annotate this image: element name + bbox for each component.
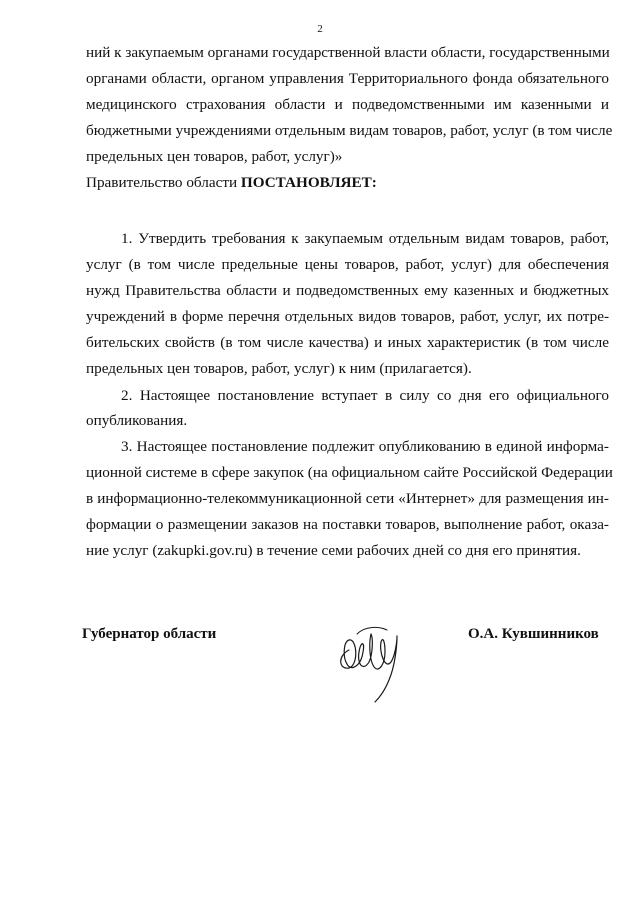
item1-line-4: учреждений в форме перечня отдельных видов товаров, работ, услуг, их потре- — [86, 308, 609, 325]
preamble-line-2: органами области, органом управления Территориального фонда обязательного — [86, 70, 609, 87]
item2-line-1: 2. Настоящее постановление вступает в силу со дня его официального — [121, 387, 609, 404]
page-number: 2 — [317, 23, 323, 35]
resolution-prefix: Правительство области — [86, 174, 241, 191]
item3-line-5: ние услуг (zakupki.gov.ru) в течение семи рабочих дней со дня его принятия. — [86, 542, 581, 559]
item1-line-6: предельных цен товаров, работ, услуг) к ним (прилагается). — [86, 360, 472, 377]
signatory-title: Губернатор области — [82, 626, 217, 642]
signatory-name: О.А. Кувшинников — [468, 626, 599, 642]
item3-line-3: в информационно-телекоммуникационной сети «Интернет» для размещения ин- — [86, 490, 609, 507]
item3-line-1: 3. Настоящее постановление подлежит опубликованию в единой информа- — [121, 438, 609, 455]
preamble-line-4: бюджетными учреждениями отдельным видам товаров, работ, услуг (в том числе — [86, 122, 613, 139]
preamble-line-1: ний к закупаемым органами государственной власти области, государственными — [86, 44, 610, 61]
item3-line-4: формации о размещении заказов на поставки товаров, выполнение работ, оказа- — [86, 516, 609, 533]
handwritten-signature — [335, 612, 405, 707]
preamble-line-5: предельных цен товаров, работ, услуг)» — [86, 148, 343, 165]
resolution-verb: ПОСТАНОВЛЯЕТ: — [240, 174, 377, 191]
item1-line-3: нужд Правительства области и подведомственных ему казенных и бюджетных — [86, 282, 609, 299]
item1-line-1: 1. Утвердить требования к закупаемым отдельным видам товаров, работ, — [121, 230, 609, 247]
item3-line-2: ционной системе в сфере закупок (на официальном сайте Российской Федерации — [86, 464, 613, 481]
preamble-line-3: медицинского страхования области и подведомственными им казенными и — [86, 96, 609, 113]
item1-line-2: услуг (в том числе предельные цены товаров, работ, услуг) для обеспечения — [86, 256, 609, 273]
resolution-line — [86, 174, 377, 191]
item1-line-5: бительских свойств (в том числе качества) и иных характеристик (в том числе — [86, 334, 609, 351]
item2-line-2: опубликования. — [86, 412, 188, 429]
